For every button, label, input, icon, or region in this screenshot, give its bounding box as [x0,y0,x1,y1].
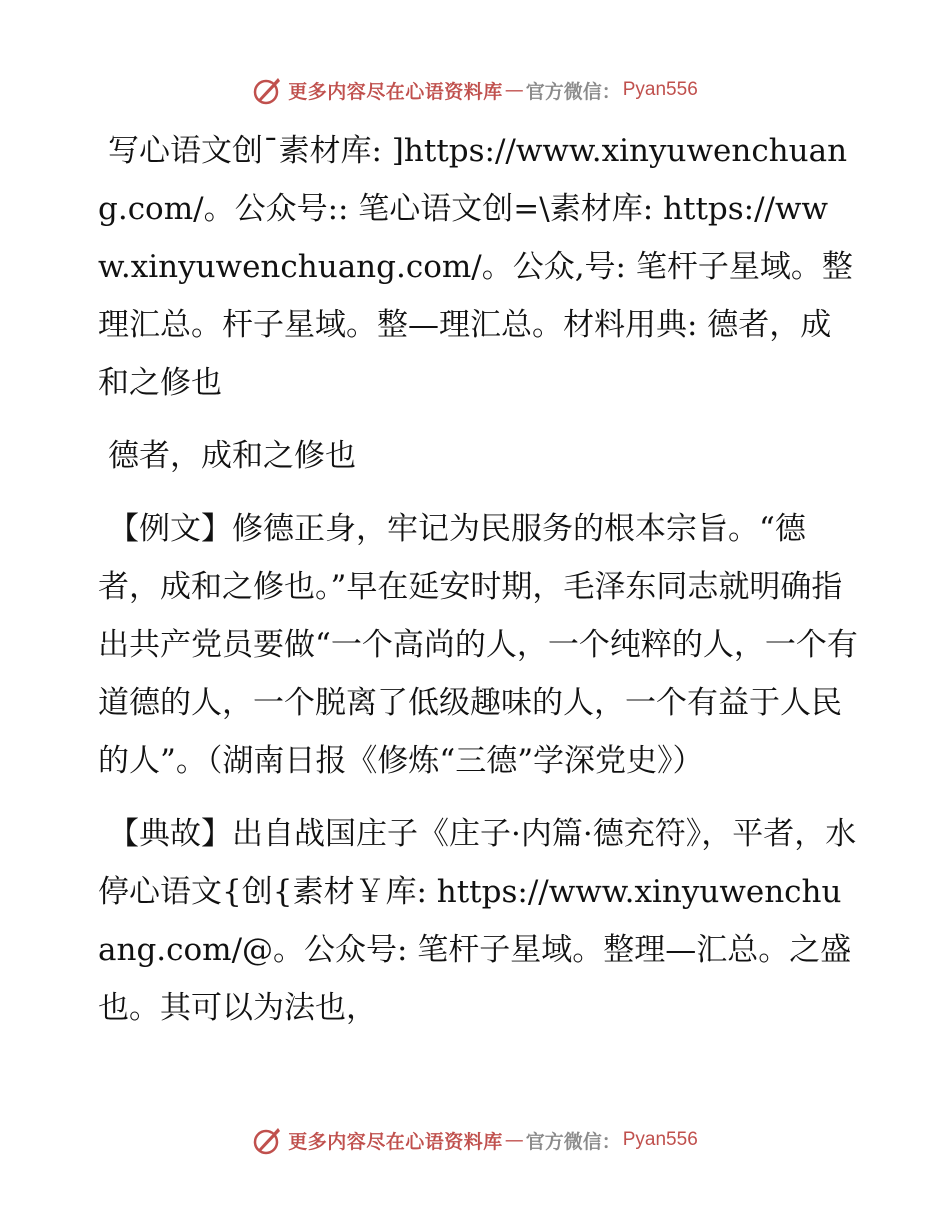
banner-label: 官方微信： [525,1130,621,1153]
document-body [98,122,858,1037]
banner-dash: — [504,79,524,101]
paragraph-intro: 写心语文创¯素材库: ]https://www.xinyuwenchuang.com/。公众号:: 笔心语文创=\素材库: https://www.xinyuwenchuang.com/。公众,号: 笔杆子星域。整理汇总。杆子星域。整—理汇总。材料用典: 德者，成和之修也 [98,133,853,401]
banner-label: 官方微信： [525,80,621,103]
header-banner [0,70,950,110]
footer-banner [0,1120,950,1160]
banner-wechat-id: Pyan556 [622,79,698,100]
banner-text: 更多内容尽在心语资料库 [288,80,503,103]
paragraph-allusion: 【典故】出自战国庄子《庄子·内篇·德充符》，平者，水停心语文{创{素材￥库: https://www.xinyuwenchuang.com/@。公众号: 笔杆子星域。整理—汇总。之盛也。其可以为法也， [98,816,857,1026]
feather-pen-logo-icon [252,74,284,106]
banner-dash: — [504,1129,524,1151]
feather-pen-logo-icon [252,1124,284,1156]
banner-wechat-id: Pyan556 [622,1129,698,1150]
paragraph-example: 【例文】修德正身，牢记为民服务的根本宗旨。“德者，成和之修也。”早在延安时期，毛泽东同志就明确指出共产党员要做“一个高尚的人，一个纯粹的人，一个有道德的人，一个脱离了低级趣味的人，一个有益于人民的人”。（湖南日报《修炼“三德”学深党史》） [98,511,858,779]
banner-text: 更多内容尽在心语资料库 [288,1130,503,1153]
paragraph-heading: 德者，成和之修也 [108,438,356,474]
